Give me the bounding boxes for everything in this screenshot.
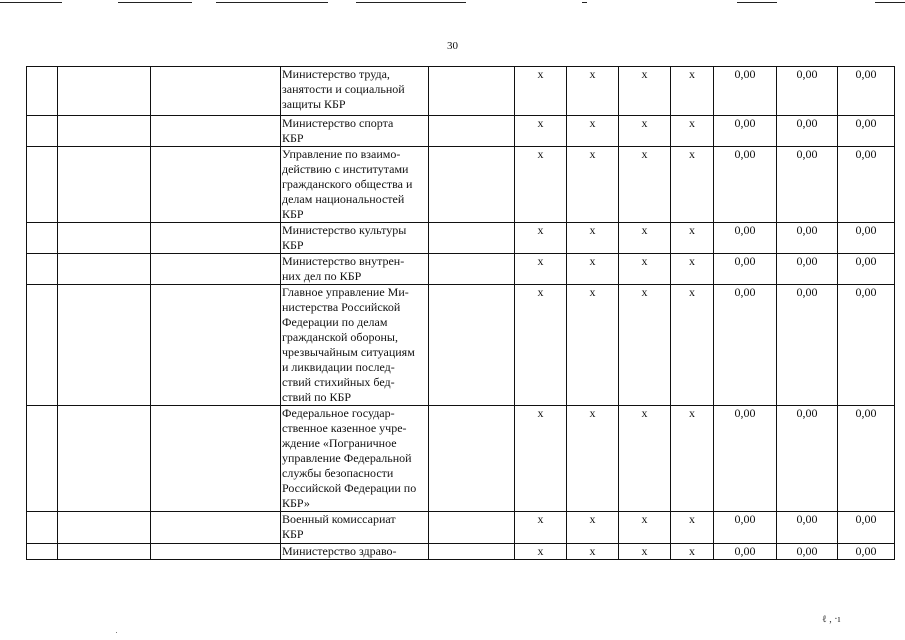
top-rule: [216, 2, 328, 3]
blank-cell: [429, 116, 515, 147]
x-mark: x: [619, 67, 671, 116]
amount-value: 0,00: [777, 254, 838, 285]
page-number: 30: [447, 40, 458, 52]
organization-name: Главное управление Ми- нистерства Российской Федерации по делам гражданской обороны, чрезвычайным ситуациям и ликвидации послед- ствий стихийных бед- ствий по КБР: [281, 285, 429, 406]
amount-value: 0,00: [714, 67, 777, 116]
top-rule: [0, 2, 62, 3]
blank-cell: [151, 544, 281, 560]
x-mark: x: [515, 116, 567, 147]
organization-name: Федеральное государ- ственное казенное учре- ждение «Пограничное управление Федеральной службы безопасности Российской Федерации по КБР»: [281, 406, 429, 512]
blank-cell: [27, 254, 58, 285]
table-row: [27, 147, 895, 223]
x-mark: x: [515, 223, 567, 254]
amount-value: 0,00: [714, 544, 777, 560]
x-mark: x: [567, 223, 619, 254]
table-row: [27, 254, 895, 285]
blank-cell: [151, 223, 281, 254]
blank-cell: [429, 223, 515, 254]
amount-value: 0,00: [777, 406, 838, 512]
x-mark: x: [619, 116, 671, 147]
blank-cell: [151, 147, 281, 223]
table-row: [27, 544, 895, 560]
x-mark: x: [619, 512, 671, 544]
top-rule: [356, 2, 466, 3]
blank-cell: [151, 67, 281, 116]
x-mark: x: [671, 67, 714, 116]
organization-name: Министерство культуры КБР: [281, 223, 429, 254]
amount-value: 0,00: [838, 544, 895, 560]
x-mark: x: [671, 116, 714, 147]
organization-name: Министерство труда, занятости и социальной защиты КБР: [281, 67, 429, 116]
amount-value: 0,00: [777, 544, 838, 560]
blank-cell: [27, 147, 58, 223]
organization-name: Министерство спорта КБР: [281, 116, 429, 147]
x-mark: x: [671, 512, 714, 544]
x-mark: x: [619, 544, 671, 560]
x-mark: x: [567, 406, 619, 512]
table-row: [27, 67, 895, 116]
blank-cell: [27, 285, 58, 406]
blank-cell: [429, 406, 515, 512]
amount-value: 0,00: [777, 223, 838, 254]
amount-value: 0,00: [714, 512, 777, 544]
amount-value: 0,00: [714, 406, 777, 512]
amount-value: 0,00: [838, 67, 895, 116]
organization-name: Министерство здраво-: [281, 544, 429, 560]
blank-cell: [429, 512, 515, 544]
table-row: [27, 116, 895, 147]
blank-cell: [58, 147, 151, 223]
blank-cell: [58, 254, 151, 285]
x-mark: x: [567, 285, 619, 406]
amount-value: 0,00: [838, 116, 895, 147]
x-mark: x: [515, 285, 567, 406]
top-rule: [875, 2, 905, 3]
blank-cell: [27, 67, 58, 116]
blank-cell: [429, 67, 515, 116]
x-mark: x: [567, 147, 619, 223]
top-rule: [582, 2, 587, 3]
amount-value: 0,00: [714, 147, 777, 223]
amount-value: 0,00: [838, 285, 895, 406]
x-mark: x: [619, 223, 671, 254]
table-row: [27, 285, 895, 406]
top-rule: [737, 2, 777, 3]
blank-cell: [58, 406, 151, 512]
amount-value: 0,00: [838, 406, 895, 512]
blank-cell: [58, 116, 151, 147]
amount-value: 0,00: [714, 223, 777, 254]
blank-cell: [27, 406, 58, 512]
x-mark: x: [515, 67, 567, 116]
table-row: [27, 512, 895, 544]
blank-cell: [151, 406, 281, 512]
table-row: [27, 406, 895, 512]
x-mark: x: [619, 147, 671, 223]
blank-cell: [429, 254, 515, 285]
table-row: [27, 223, 895, 254]
blank-cell: [27, 544, 58, 560]
blank-cell: [58, 223, 151, 254]
blank-cell: [58, 67, 151, 116]
amount-value: 0,00: [838, 512, 895, 544]
x-mark: x: [671, 544, 714, 560]
x-mark: x: [619, 285, 671, 406]
amount-value: 0,00: [777, 67, 838, 116]
top-rule: [118, 2, 192, 3]
x-mark: x: [515, 147, 567, 223]
x-mark: x: [567, 544, 619, 560]
blank-cell: [27, 116, 58, 147]
scan-dot: [116, 632, 117, 633]
x-mark: x: [515, 544, 567, 560]
blank-cell: [429, 544, 515, 560]
blank-cell: [58, 544, 151, 560]
amount-value: 0,00: [838, 147, 895, 223]
amount-value: 0,00: [777, 285, 838, 406]
blank-cell: [151, 285, 281, 406]
x-mark: x: [515, 406, 567, 512]
amount-value: 0,00: [777, 512, 838, 544]
organization-name: Управление по взаимо- действию с институтами гражданского общества и делам национальностей КБР: [281, 147, 429, 223]
x-mark: x: [567, 512, 619, 544]
x-mark: x: [671, 254, 714, 285]
amount-value: 0,00: [714, 285, 777, 406]
amount-value: 0,00: [838, 254, 895, 285]
blank-cell: [429, 285, 515, 406]
x-mark: x: [671, 223, 714, 254]
amount-value: 0,00: [838, 223, 895, 254]
x-mark: x: [567, 67, 619, 116]
blank-cell: [27, 512, 58, 544]
x-mark: x: [567, 116, 619, 147]
x-mark: x: [671, 406, 714, 512]
blank-cell: [429, 147, 515, 223]
blank-cell: [58, 512, 151, 544]
blank-cell: [58, 285, 151, 406]
footer-mark: ℓ , ·ı: [822, 614, 841, 625]
blank-cell: [151, 512, 281, 544]
blank-cell: [151, 116, 281, 147]
organization-name: Министерство внутрен- них дел по КБР: [281, 254, 429, 285]
budget-table: [26, 66, 895, 560]
x-mark: x: [619, 254, 671, 285]
blank-cell: [151, 254, 281, 285]
x-mark: x: [671, 285, 714, 406]
amount-value: 0,00: [714, 254, 777, 285]
x-mark: x: [619, 406, 671, 512]
amount-value: 0,00: [777, 116, 838, 147]
x-mark: x: [567, 254, 619, 285]
x-mark: x: [671, 147, 714, 223]
blank-cell: [27, 223, 58, 254]
amount-value: 0,00: [777, 147, 838, 223]
x-mark: x: [515, 254, 567, 285]
amount-value: 0,00: [714, 116, 777, 147]
x-mark: x: [515, 512, 567, 544]
organization-name: Военный комиссариат КБР: [281, 512, 429, 544]
